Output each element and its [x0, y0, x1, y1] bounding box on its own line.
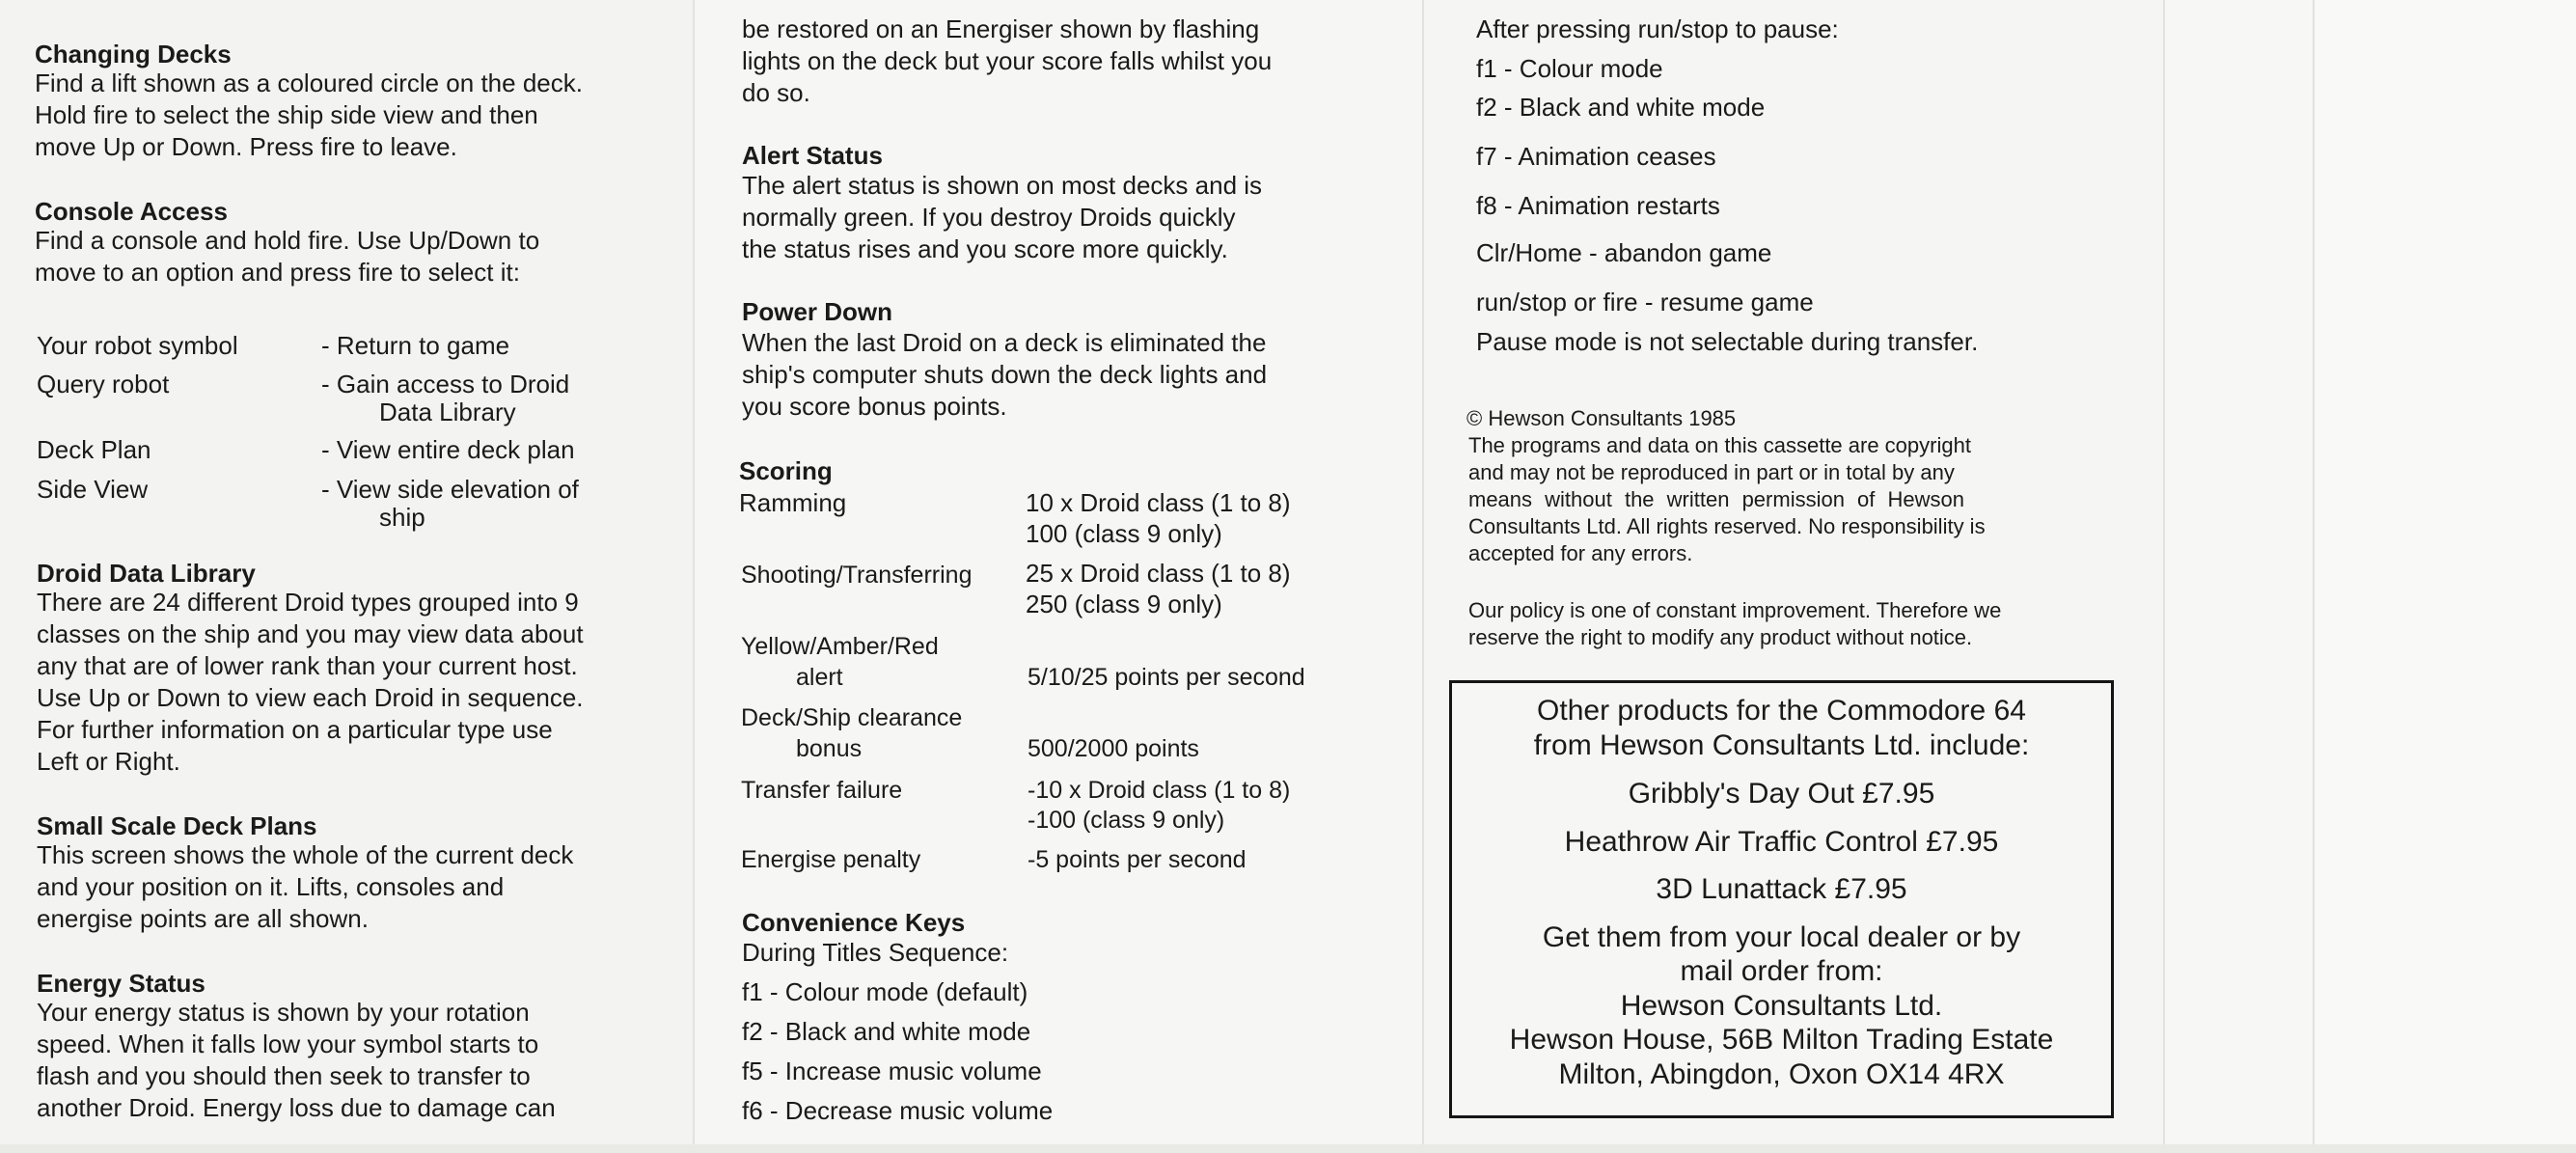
pause-key: f1 - Colour mode: [1476, 54, 1663, 83]
scoring-label: Energise penalty: [741, 846, 921, 873]
convenience-key: f6 - Decrease music volume: [742, 1096, 1054, 1125]
scoring-value: 5/10/25 points per second: [1028, 664, 1305, 691]
small-scale-line: and your position on it. Lifts, consoles and: [37, 872, 505, 901]
promo-order: Get them from your local dealer or by: [1542, 921, 2021, 953]
pause-note: Pause mode is not selectable during transfer.: [1476, 327, 1979, 356]
panel-flap: [2313, 0, 2576, 1153]
console-option-label: Query robot: [37, 370, 170, 398]
energy-status-line: another Droid. Energy loss due to damage can: [37, 1093, 556, 1122]
scoring-value: 10 x Droid class (1 to 8): [1026, 488, 1291, 517]
droid-library-line: There are 24 different Droid types grouped into 9: [37, 588, 579, 617]
console-option-action: - View entire deck plan: [321, 435, 575, 464]
console-option-action: - Gain access to Droid: [321, 370, 570, 398]
changing-decks-line: move Up or Down. Press fire to leave.: [35, 132, 457, 161]
energy-status-line: speed. When it falls low your symbol starts to: [37, 1029, 539, 1058]
promo-order: Hewson Consultants Ltd.: [1620, 990, 1943, 1022]
pause-key: Clr/Home - abandon game: [1476, 238, 1772, 267]
small-scale-line: This screen shows the whole of the current deck: [37, 840, 574, 869]
alert-status-line: the status rises and you score more quickly.: [742, 234, 1228, 263]
convenience-key: f5 - Increase music volume: [742, 1057, 1042, 1085]
policy-line: reserve the right to modify any product without notice.: [1468, 625, 1973, 649]
power-down-line: When the last Droid on a deck is eliminated the: [742, 328, 1267, 357]
scoring-label: alert: [796, 664, 843, 691]
pause-key: f7 - Animation ceases: [1476, 142, 1716, 171]
scoring-heading: Scoring: [739, 456, 833, 485]
policy-line: Our policy is one of constant improvement. Therefore we: [1468, 598, 2002, 622]
fold-line: [1422, 0, 1424, 1153]
scoring-value: 250 (class 9 only): [1026, 590, 1222, 618]
convenience-key: f1 - Colour mode (default): [742, 977, 1028, 1006]
pause-key: run/stop or fire - resume game: [1476, 288, 1814, 316]
console-access-heading: Console Access: [35, 197, 228, 226]
scoring-value: 500/2000 points: [1028, 735, 1199, 762]
droid-library-line: classes on the ship and you may view data about: [37, 619, 584, 648]
copyright-line: accepted for any errors.: [1468, 541, 1693, 565]
power-down-line: you score bonus points.: [742, 392, 1007, 421]
droid-library-line: For further information on a particular type use: [37, 715, 553, 744]
panel-spine: [2163, 0, 2313, 1153]
energy-status-line: flash and you should then seek to transfer to: [37, 1061, 531, 1090]
scoring-label: Shooting/Transferring: [741, 562, 973, 589]
energy-status-heading: Energy Status: [37, 969, 206, 998]
promo-intro: Other products for the Commodore 64: [1537, 695, 2026, 727]
scoring-label: Ramming: [739, 488, 847, 517]
droid-library-line: any that are of lower rank than your current host.: [37, 651, 578, 680]
droid-library-heading: Droid Data Library: [37, 559, 256, 588]
pause-key: f8 - Animation restarts: [1476, 191, 1720, 220]
bottom-edge: [0, 1144, 2576, 1153]
scoring-label: Transfer failure: [741, 777, 903, 804]
alert-status-heading: Alert Status: [742, 141, 883, 170]
alert-status-line: The alert status is shown on most decks and is: [742, 171, 1263, 200]
console-option-action: - View side elevation of: [321, 475, 579, 504]
energy-cont-line: lights on the deck but your score falls whilst you: [742, 46, 1273, 75]
scoring-value: -5 points per second: [1028, 846, 1247, 873]
alert-status-line: normally green. If you destroy Droids quickly: [742, 203, 1236, 232]
changing-decks-heading: Changing Decks: [35, 40, 232, 69]
changing-decks-line: Hold fire to select the ship side view and then: [35, 100, 538, 129]
droid-library-line: Use Up or Down to view each Droid in sequence.: [37, 683, 584, 712]
copyright-line: The programs and data on this cassette are copyright: [1468, 433, 1971, 457]
power-down-heading: Power Down: [742, 297, 893, 326]
scoring-label: Deck/Ship clearance: [741, 704, 963, 731]
console-option-label: Side View: [37, 475, 149, 504]
energy-status-line: Your energy status is shown by your rotation: [37, 998, 530, 1027]
promo-product: Heathrow Air Traffic Control £7.95: [1564, 826, 1999, 858]
pause-key: f2 - Black and white mode: [1476, 93, 1766, 122]
convenience-heading: Convenience Keys: [742, 908, 966, 937]
energy-cont-line: be restored on an Energiser shown by flashing: [742, 14, 1260, 43]
console-option-label: Deck Plan: [37, 435, 151, 464]
promo-box: [1449, 680, 2114, 1118]
promo-product: 3D Lunattack £7.95: [1656, 873, 1907, 905]
copyright-line: Consultants Ltd. All rights reserved. No responsibility is: [1468, 514, 1986, 538]
promo-product: Gribbly's Day Out £7.95: [1628, 778, 1935, 810]
fold-line: [693, 0, 695, 1153]
energy-cont-line: do so.: [742, 78, 810, 107]
convenience-subheading: During Titles Sequence:: [742, 938, 1009, 967]
convenience-key: f2 - Black and white mode: [742, 1017, 1031, 1046]
console-option-action: ship: [379, 503, 425, 532]
copyright-line: and may not be reproduced in part or in total by any: [1468, 460, 1955, 484]
scoring-value: 100 (class 9 only): [1026, 519, 1222, 548]
promo-order: Hewson House, 56B Milton Trading Estate: [1509, 1024, 2054, 1056]
console-option-action: Data Library: [379, 398, 516, 426]
copyright-title: © Hewson Consultants 1985: [1466, 406, 1737, 430]
console-option-action: - Return to game: [321, 331, 510, 360]
promo-order: mail order from:: [1680, 955, 1883, 987]
droid-library-line: Left or Right.: [37, 747, 180, 776]
console-option-label: Your robot symbol: [37, 331, 238, 360]
scoring-value: -10 x Droid class (1 to 8): [1028, 777, 1291, 804]
changing-decks-line: Find a lift shown as a coloured circle on the deck.: [35, 69, 583, 97]
fold-line: [2313, 0, 2315, 1153]
promo-intro: from Hewson Consultants Ltd. include:: [1533, 729, 2030, 761]
scoring-label: bonus: [796, 735, 863, 762]
fold-line: [2163, 0, 2165, 1153]
power-down-line: ship's computer shuts down the deck lights and: [742, 360, 1268, 389]
scoring-value: 25 x Droid class (1 to 8): [1026, 559, 1291, 588]
console-access-line: Find a console and hold fire. Use Up/Down to: [35, 226, 540, 255]
small-scale-line: energise points are all shown.: [37, 904, 369, 933]
copyright-line: means without the written permission of Hewson: [1468, 487, 1964, 511]
promo-order: Milton, Abingdon, Oxon OX14 4RX: [1558, 1058, 2005, 1090]
pause-intro: After pressing run/stop to pause:: [1476, 14, 1839, 43]
small-scale-heading: Small Scale Deck Plans: [37, 811, 317, 840]
console-access-line: move to an option and press fire to select it:: [35, 258, 520, 287]
scoring-value: -100 (class 9 only): [1028, 807, 1225, 834]
scoring-label: Yellow/Amber/Red: [741, 633, 939, 660]
